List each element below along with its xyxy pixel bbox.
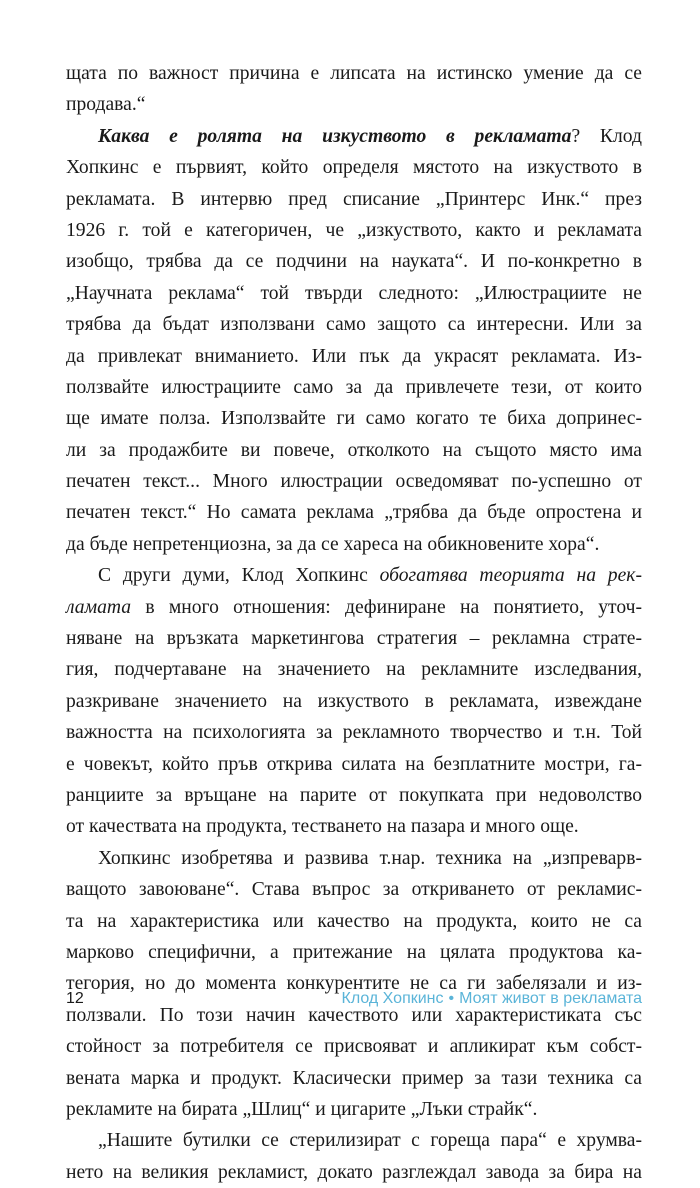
text-fragment: С други думи, Клод Хопкинс	[98, 565, 380, 587]
text-line: марково специфични, а притежание на цялата продуктова ка-	[66, 941, 642, 963]
emphasis-text: обогатява теорията на рек-	[379, 565, 642, 587]
text-line: трябва да бъдат използвани само защото са интересни. Или за	[66, 314, 642, 336]
text-line: е човекът, който пръв открива силата на безплатните мостри, га-	[66, 753, 642, 775]
text-line: гия, подчертаване на значението на рекламните изследвания,	[66, 659, 642, 681]
text-line: Хопкинс изобретява и развива т.нар. техника на „изпреварв-	[98, 847, 642, 869]
text-line: разкриване значението на изкуството в рекламата, извеждане	[66, 690, 642, 712]
text-line: да бъде непретенциозна, за да се хареса на обикновените хора“.	[66, 533, 600, 555]
text-line	[66, 592, 642, 623]
text-line: та на характеристика или качество на продукта, които не са	[66, 910, 642, 932]
text-line: „Нашите бутилки се стерилизират с гореща пара“ е хрумва-	[98, 1130, 642, 1152]
text-line: от качествата на продукта, тестването на пазара и много още.	[66, 816, 579, 838]
text-line: „Научната реклама“ той твърди следното: „Илюстрациите не	[66, 282, 642, 304]
text-line: вената марка и продукт. Класически пример за тази техника са	[66, 1067, 642, 1089]
page-footer	[66, 990, 642, 1012]
text-line: продава.“	[66, 94, 146, 116]
text-fragment: в много отношения: дефиниране на понятието, уточ-	[131, 596, 642, 618]
text-line: печатен текст... Много илюстрации осведомяват по-успешно от	[66, 471, 642, 493]
running-title-separator: •	[448, 990, 455, 1007]
text-line: важността на психологията за рекламното творчество и т.н. Той	[66, 722, 642, 744]
text-line: печатен текст.“ Но самата реклама „трябва да бъде опростена и	[66, 502, 642, 524]
text-line: ползвайте илюстрациите само за да привлечете тези, от които	[66, 376, 642, 398]
text-line: ще имате полза. Използвайте ги само когато те биха допринес-	[66, 408, 642, 430]
running-title-author: Клод Хопкинс	[341, 990, 444, 1007]
emphasis-text: ламата	[66, 596, 132, 618]
text-line: ранциите за връщане на парите от покупката при недоволство	[66, 784, 642, 806]
text-line	[66, 121, 642, 152]
text-line: рекламата. В интервю пред списание „Принтерс Инк.“ през	[66, 188, 642, 210]
text-line: 1926 г. той е категоричен, че „изкуството, както и рекламата	[66, 219, 642, 241]
text-line	[66, 560, 642, 591]
text-line: ли за продажбите ви повече, отколкото на същото място има	[66, 439, 642, 461]
text-line: щата по важност причина е липсата на истинско умение да се	[66, 63, 642, 84]
text-line: ползвали. По този начин качеството или характеристиката със	[66, 1004, 642, 1026]
text-line: стойност за потребителя се присвояват и апликират към собст-	[66, 1036, 642, 1058]
text-line: нето на великия рекламист, докато разглеждал завода за бира на	[66, 1161, 642, 1183]
running-title	[342, 990, 642, 1008]
section-question: Каква е ролята на изкуството в рекламата	[98, 125, 572, 147]
text-line: изобщо, трябва да се подчини на науката“. И по-конкретно в	[66, 251, 642, 273]
text-line: рекламите на бирата „Шлиц“ и цигарите „Лъки страйк“.	[66, 1098, 538, 1120]
text-fragment: ? Клод	[571, 125, 642, 147]
page-number: 12	[66, 990, 84, 1007]
text-line: Хопкинс е първият, който определя мястото на изкуството в	[66, 157, 642, 179]
text-line: тегория, но до момента конкурентите не са ги забелязали и из-	[66, 973, 642, 995]
page-body	[66, 58, 642, 1188]
text-line: няване на връзката маркетингова стратегия – рекламна страте-	[66, 628, 642, 650]
running-title-book: Моят живот в рекламата	[459, 990, 642, 1007]
text-line: ващото завоюване“. Става въпрос за откриването от рекламис-	[66, 879, 642, 901]
text-line: да привлекат вниманието. Или пък да украсят рекламата. Из-	[66, 345, 642, 367]
